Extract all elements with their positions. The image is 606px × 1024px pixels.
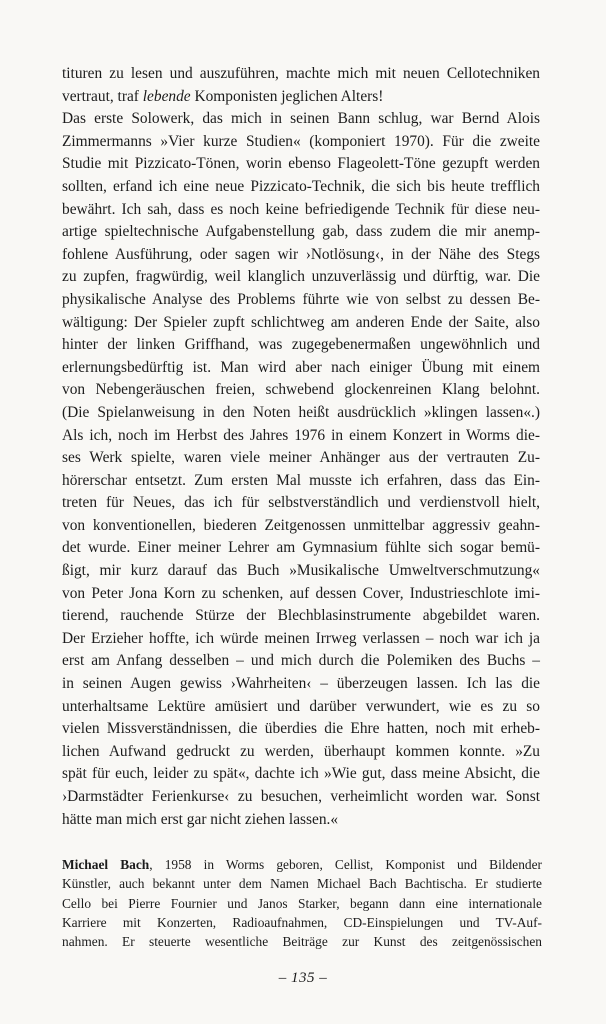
text-line: ßigt, mir kurz darauf das Buch »Musikalische Umweltverschmutzung« [62, 562, 540, 580]
text-line: hörerschar entsetzt. Zum ersten Mal musste ich erfahren, dass das Ein- [62, 471, 540, 489]
page-number: – 135 – [278, 970, 328, 986]
text-line: det wurde. Einer meiner Lehrer am Gymnasium fühlte sich sogar bemü- [62, 539, 540, 557]
text-line: ses Werk spielte, waren viele meiner Anhänger aus der vertrauten Zu- [62, 449, 540, 467]
text-line: hätte man mich erst gar nicht ziehen lassen.« [62, 810, 339, 828]
text-line: Der Erzieher hoffte, ich würde meinen Irrweg verlassen – noch war ich ja [62, 629, 540, 647]
text-line: von Peter Jona Korn zu schenken, auf dessen Cover, Industrieschlote imi- [62, 584, 540, 602]
text-line: unterhaltsame Lektüre amüsiert und darüber verwundert, wie es zu so [62, 697, 540, 715]
bio-line: Cello bei Pierre Fournier und Janos Starker, begann dann eine internationale [62, 895, 542, 911]
text-line: artige spieltechnische Aufgabenstellung gab, dass zudem die mir anemp- [62, 223, 540, 241]
bio-line: Künstler, auch bekannt unter dem Namen Michael Bach Bachtischa. Er studierte [62, 876, 542, 892]
text-line: Zimmermanns »Vier kurze Studien« (komponiert 1970). Für die zweite [62, 132, 540, 150]
text-line: fohlene Ausführung, oder sagen wir ›Notlösung‹, in der Nähe des Stegs [62, 245, 540, 263]
bio-line: nahmen. Er steuerte wesentliche Beiträge zur Kunst des zeitgenössischen [62, 934, 542, 950]
text-line: ›Darmstädter Ferienkurse‹ zu besuchen, verheimlicht worden war. Sonst [62, 788, 540, 805]
text-line: physikalische Analyse des Problems führte wie von selbst zu dessen Be- [62, 290, 540, 308]
text-line: lichen Aufwand gedruckt zu werden, überhaupt kommen konnte. »Zu [62, 742, 540, 760]
text-line: sollten, erfand ich eine neue Pizzicato-Technik, die sich bis heute trefflich [62, 177, 540, 195]
main-text-body [62, 63, 540, 831]
text-line: bewährt. Ich sah, dass es noch keine befriedigende Technik für diese neu- [62, 200, 540, 218]
bio-line: Michael Bach, 1958 in Worms geboren, Cellist, Komponist und Bildender [62, 857, 542, 872]
text-line: tituren zu lesen und auszuführen, machte mich mit neuen Cellotechniken [62, 65, 540, 82]
text-line: Das erste Solowerk, das mich in seinen Bann schlug, war Bernd Alois [62, 110, 540, 128]
text-line: wältigung: Der Spieler zupft schlichtweg am anderen Ende der Saite, also [62, 313, 540, 331]
text-line: treten für Neues, das ich für selbstverständlich und verdienstvoll hielt, [62, 494, 540, 512]
text-line: in seinen Augen gewiss ›Wahrheiten‹ – überzeugen lassen. Ich las die [62, 675, 540, 693]
text-line: vielen Missverständnissen, die überdies die Ehre hatten, noch mit erheb- [62, 720, 540, 738]
text-line: hinter der linken Griffhand, was zugegebenermaßen ungewöhnlich und [62, 336, 540, 354]
text-line: von konventionellen, biederen Zeitgenossen unmittelbar aggressiv geahn- [62, 516, 540, 534]
text-line: spät für euch, leider zu spät«, dachte ich »Wie gut, dass meine Absicht, die [62, 765, 540, 783]
text-line: (Die Spielanweisung in den Noten heißt ausdrücklich »klingen lassen«.) [62, 403, 540, 421]
bio-line: Karriere mit Konzerten, Radioaufnahmen, CD-Einspielungen und TV-Auf- [62, 914, 542, 930]
author-name: Michael Bach [62, 857, 150, 872]
text-line: erlernungsbedürftig ist. Man wird aber nach einiger Übung mit einem [62, 358, 540, 376]
text-line: erst am Anfang desselben – und mich durch die Polemiken des Buchs – [62, 652, 540, 670]
text-line: von Nebengeräuschen freien, schwebend glockenreinen Klang belohnt. [62, 381, 540, 399]
text-line: tierend, rauchende Stürze der Blechblasinstrumente abgebildet waren. [62, 607, 540, 625]
text-line: zu zupfen, fragwürdig, weil klanglich unzuverlässig und dürftig, war. Die [62, 268, 540, 286]
author-bio [62, 855, 542, 951]
text-line: Als ich, noch im Herbst des Jahres 1976 in einem Konzert in Worms die- [62, 426, 540, 444]
emphasis: lebende [142, 87, 191, 105]
text-line: Studie mit Pizzicato-Tönen, worin ebenso Flageolett-Töne gezupft werden [62, 155, 540, 173]
text-line: vertraut, traf lebende Komponisten jeglichen Alters! [62, 87, 384, 105]
